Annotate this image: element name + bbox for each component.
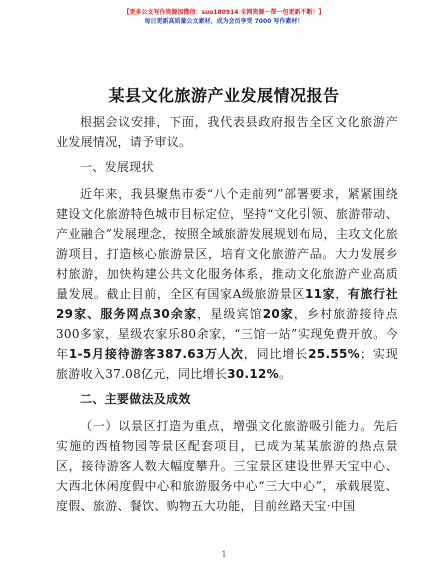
status-highlight-revenue-growth: 30.12% xyxy=(227,367,279,381)
section1-heading: 一、发展现状 xyxy=(80,160,154,174)
page-number: 1 xyxy=(221,550,227,559)
status-text-i: ，同比增长 xyxy=(243,347,309,361)
status-highlight-travel-agencies: 有旅行社29家、服务网点30余家 xyxy=(56,287,398,321)
status-highlight-scenic-count: 11家 xyxy=(304,287,336,301)
promo-banner xyxy=(0,8,448,26)
intro-paragraph: 根据会议安排，下面，我代表县政府报告全区文化旅游产业发展情况，请予审议。 xyxy=(56,115,398,149)
document-title: 某县文化旅游产业发展情况报告 xyxy=(108,86,340,105)
promo-banner-line1: 【更多公文写作资源加微信：suo180914 全网资源一帮一包更新不断！】 xyxy=(123,9,325,16)
status-highlight-visitors: 1-5月接待游客387.63万人次 xyxy=(68,347,244,361)
status-text-g: ，乡村旅游接待点300多家，星级农家乐80余家，“三馆一站”实现免费开放。今年 xyxy=(56,307,399,361)
document-body xyxy=(56,112,398,516)
status-text-e: ，星级宾馆 xyxy=(197,307,263,321)
section2-heading: 二、主要做法及成效 xyxy=(80,392,191,406)
status-text-a: 近年来，我县聚焦市委“八个走前列”部署要求，紧紧围绕建设文化旅游特色城市目标定位，坚持“文化引领、旅游带动、产业融合”发展理念，按照全域旅游发展规划布局，主攻文化旅游项目，打造核心旅游景区，培育文化旅游产品。大力发展乡村旅游，加快构建公共文化服务体系，推动文化旅游产业高质量发展。截止目前，全区有国家A级旅游景区 xyxy=(56,187,398,301)
status-highlight-hotels: 20家 xyxy=(262,307,294,321)
status-paragraph xyxy=(56,184,398,384)
promo-banner-line2: 每日更新高质量公文素材，成为会员享受 7000 写作素材！ xyxy=(144,18,304,25)
measures-paragraph: （一）以景区打造为重点，增强文化旅游吸引能力。先后实施的西植物园等景区配套项目，已成为某某旅游的热点景区，接待游客人数大幅度攀升。三宝景区建设世界天宝中心、大西北休闲度假中心和旅游服务中心“三大中心”，承载展览、度假、旅游、餐饮、购物五大功能，目前丝路天宝·中国 xyxy=(56,419,398,513)
status-text-k: ；实现旅游收入37.08亿元，同比增长 xyxy=(56,347,398,381)
status-text-m: 。 xyxy=(278,367,292,381)
status-highlight-visitor-growth: 25.55% xyxy=(308,347,360,361)
status-text-c: ， xyxy=(335,287,348,301)
